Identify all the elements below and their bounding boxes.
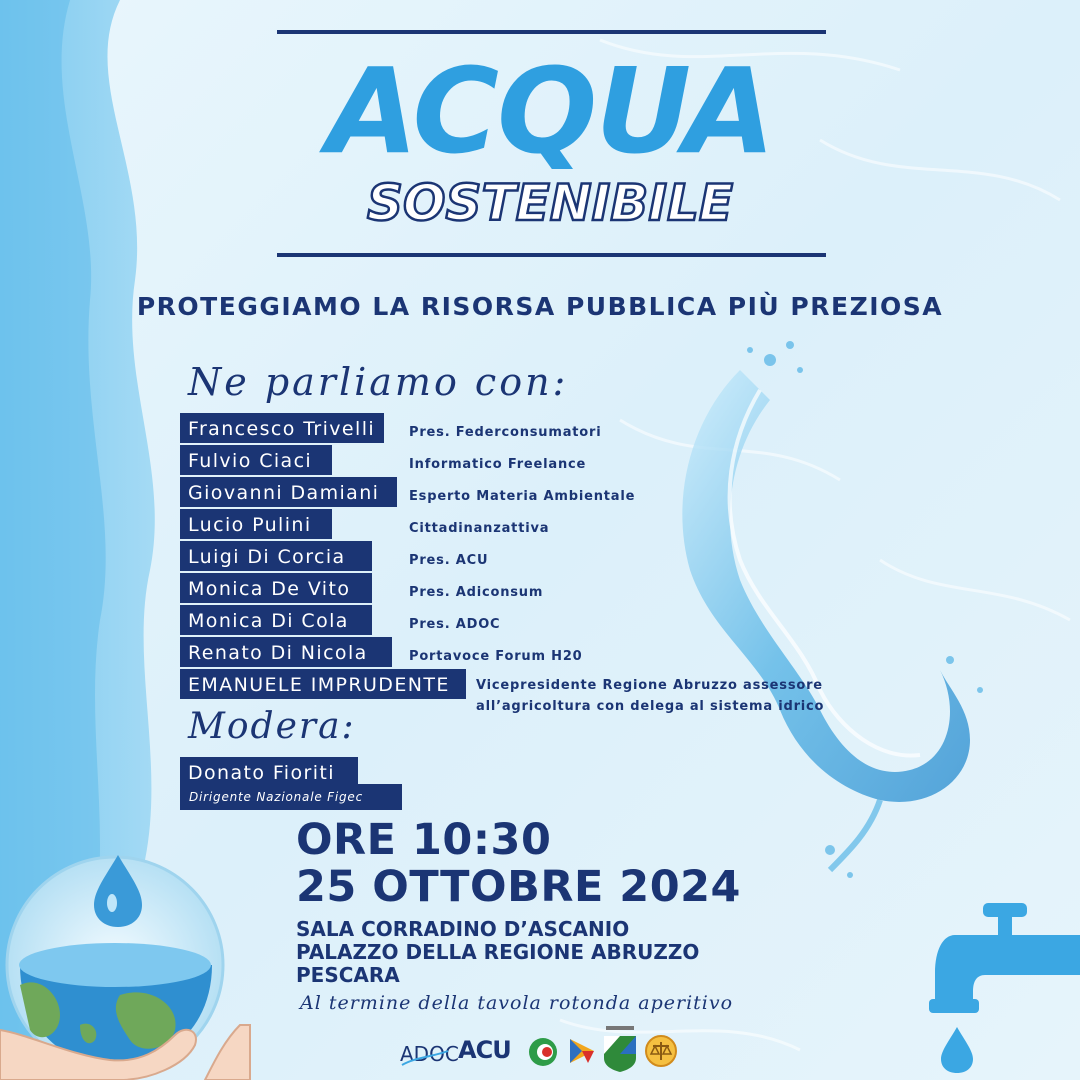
- speaker-role: Pres. Federconsumatori: [409, 425, 602, 440]
- speaker-role: Esperto Materia Ambientale: [409, 489, 636, 504]
- speaker-name: Lucio Pulini: [180, 509, 332, 539]
- event-subtitle: SOSTENIBILE: [367, 174, 733, 232]
- earth-water-globe-icon: [0, 815, 250, 1080]
- speaker-role: Pres. ADOC: [409, 617, 501, 632]
- water-drop-icon: [941, 1027, 973, 1073]
- adoc-logo: [398, 1035, 459, 1073]
- event-title: ACQUA: [326, 42, 774, 180]
- federconsumatori-logo: [566, 1035, 598, 1067]
- speaker-role: Portavoce Forum H20: [409, 649, 583, 664]
- event-time: ORE 10:30: [296, 815, 552, 865]
- svg-text:ADOC: ADOC: [400, 1042, 459, 1066]
- bottom-rule: [277, 253, 826, 257]
- acu-logo: ACU: [458, 1036, 511, 1064]
- event-note: Al termine della tavola rotonda aperitivo: [300, 992, 734, 1014]
- cittadinanzattiva-logo: [644, 1034, 678, 1068]
- top-rule: [277, 30, 826, 34]
- water-tap-icon: [925, 895, 1080, 1075]
- moderator-name: Donato Fioriti: [180, 757, 358, 787]
- speaker-name: Monica Di Cola: [180, 605, 372, 635]
- water-splash-icon: [650, 330, 1010, 890]
- tagline: PROTEGGIAMO LA RISORSA PUBBLICA PIÙ PREZIOSA: [136, 292, 944, 321]
- venue-line: PESCARA: [296, 963, 400, 987]
- speaker-name: Francesco Trivelli: [180, 413, 384, 443]
- consumer-association-logo: [527, 1036, 559, 1068]
- event-date: 25 OTTOBRE 2024: [296, 862, 741, 912]
- venue-line: SALA CORRADINO D’ASCANIO: [296, 917, 630, 941]
- moderator-role: Dirigente Nazionale Figec: [180, 784, 402, 810]
- speaker-role: Pres. Adiconsum: [409, 585, 544, 600]
- speaker-name: Renato Di Nicola: [180, 637, 392, 667]
- speaker-name: Luigi Di Corcia: [180, 541, 372, 571]
- speaker-name: Giovanni Damiani: [180, 477, 397, 507]
- speaker-name: EMANUELE IMPRUDENTE: [180, 669, 466, 699]
- speakers-heading: Ne parliamo con:: [188, 360, 569, 404]
- speaker-role: Pres. ACU: [409, 553, 489, 568]
- speaker-role: Cittadinanzattiva: [409, 521, 550, 536]
- speaker-role-line2: all’agricoltura con delega al sistema idrico: [476, 699, 825, 714]
- regione-abruzzo-logo: [602, 1024, 638, 1072]
- venue-line: PALAZZO DELLA REGIONE ABRUZZO: [296, 940, 700, 964]
- speaker-role: Informatico Freelance: [409, 457, 587, 472]
- moderator-heading: Modera:: [188, 706, 356, 747]
- speaker-name: Monica De Vito: [180, 573, 372, 603]
- speaker-role: Vicepresidente Regione Abruzzo assessore: [476, 678, 823, 693]
- speaker-name: Fulvio Ciaci: [180, 445, 332, 475]
